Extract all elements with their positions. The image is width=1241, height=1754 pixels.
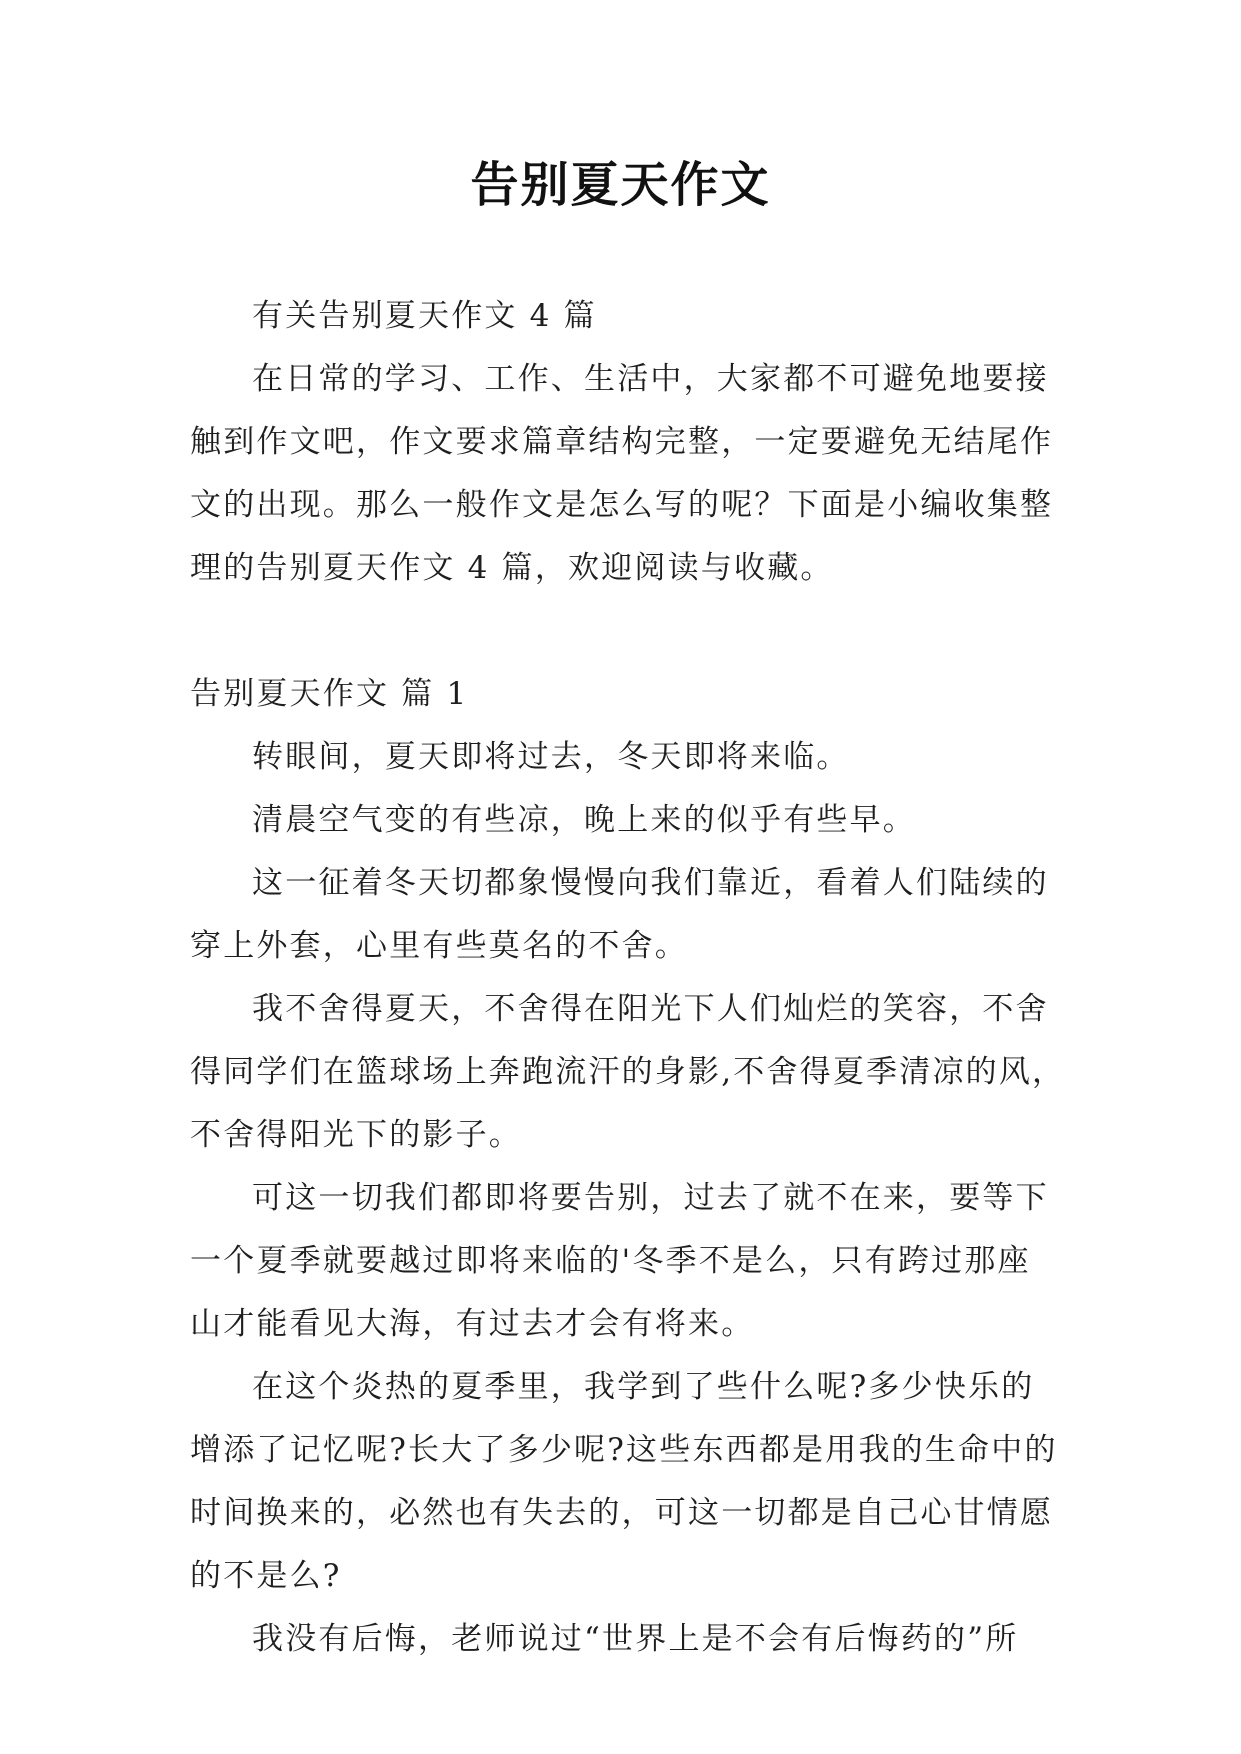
intro-paragraph-line: 理的告别夏天作文 4 篇，欢迎阅读与收藏。 (190, 550, 834, 586)
intro-paragraph-line: 触到作文吧，作文要求篇章结构完整，一定要避免无结尾作 (190, 424, 1054, 460)
essay-paragraph-line: 一个夏季就要越过即将来临的'冬季不是么，只有跨过那座 (190, 1243, 1031, 1279)
essay-paragraph-line: 穿上外套，心里有些莫名的不舍。 (190, 928, 688, 964)
essay-paragraph-line: 转眼间，夏天即将过去，冬天即将来临。 (252, 739, 850, 775)
section-heading: 告别夏天作文 篇 1 (190, 676, 469, 712)
intro-paragraph-line: 在日常的学习、工作、生活中，大家都不可避免地要接 (252, 361, 1049, 397)
document-title: 告别夏天作文 (470, 157, 771, 213)
essay-paragraph-line: 在这个炎热的夏季里，我学到了些什么呢?多少快乐的 (252, 1369, 1035, 1405)
essay-paragraph-line: 山才能看见大海，有过去才会有将来。 (190, 1306, 755, 1342)
essay-paragraph-line: 我没有后悔，老师说过“世界上是不会有后悔药的”所 (252, 1621, 1019, 1657)
essay-paragraph-line: 这一征着冬天切都象慢慢向我们靠近，看着人们陆续的 (252, 865, 1049, 901)
document-body (190, 285, 1066, 1671)
essay-paragraph-line: 清晨空气变的有些凉，晚上来的似乎有些早。 (252, 802, 916, 838)
essay-paragraph-line: 的不是么? (190, 1558, 342, 1594)
essay-paragraph-line: 时间换来的，必然也有失去的，可这一切都是自己心甘情愿 (190, 1495, 1054, 1531)
essay-paragraph-line: 不舍得阳光下的影子。 (190, 1117, 522, 1153)
essay-paragraph-line: 增添了记忆呢?长大了多少呢?这些东西都是用我的生命中的 (190, 1432, 1058, 1468)
intro-paragraph-line: 文的出现。那么一般作文是怎么写的呢？下面是小编收集整 (190, 487, 1054, 523)
intro-heading-line: 有关告别夏天作文 4 篇 (252, 298, 597, 334)
essay-paragraph-line: 可这一切我们都即将要告别，过去了就不在来，要等下 (252, 1180, 1049, 1216)
essay-paragraph-line: 得同学们在篮球场上奔跑流汗的身影,不舍得夏季清凉的风， (190, 1054, 1066, 1090)
essay-paragraph-line: 我不舍得夏天，不舍得在阳光下人们灿烂的笑容，不舍 (252, 991, 1049, 1027)
